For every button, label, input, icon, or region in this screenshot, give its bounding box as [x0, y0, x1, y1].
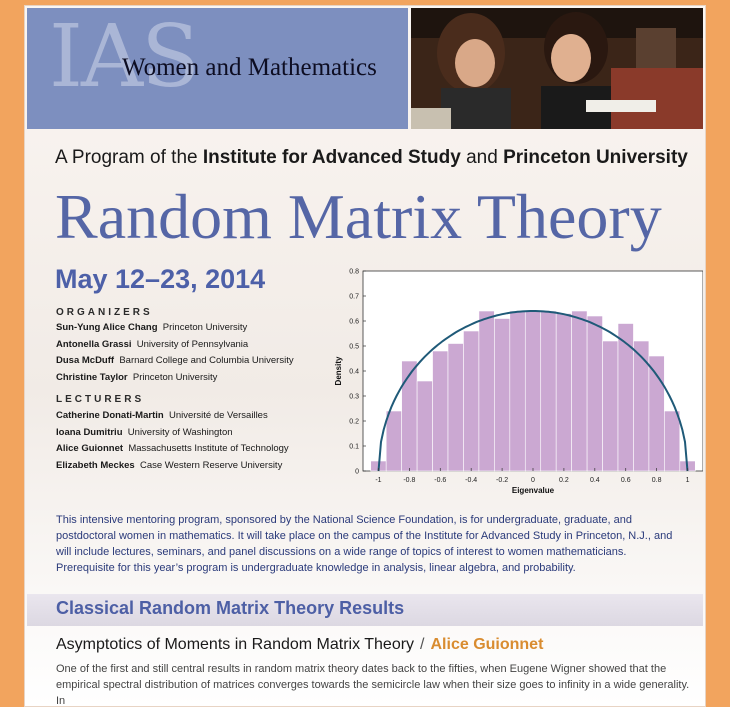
institution-princeton: Princeton University — [503, 147, 688, 168]
histogram-bar — [402, 361, 417, 471]
participants-photo — [411, 8, 703, 129]
talk-title: Asymptotics of Moments in Random Matrix Theory — [56, 636, 415, 653]
y-tick-label: 0.2 — [349, 418, 359, 426]
histogram-bar — [448, 344, 463, 472]
organizer-item: Sun-Yung Alice Chang Princeton University — [56, 322, 248, 333]
page-title: Random Matrix Theory — [55, 181, 662, 252]
histogram-bar — [649, 356, 664, 471]
subtitle-prefix: A Program of the — [55, 147, 198, 168]
lecturers-heading: LECTURERS — [56, 394, 145, 405]
x-tick-label: 1 — [685, 477, 690, 484]
organizer-item: Christine Taylor Princeton University — [56, 371, 218, 383]
lecturer-item: Alice Guionnet Massachusetts Institute of Technology — [56, 443, 289, 455]
y-tick-label: 0.1 — [349, 443, 359, 451]
histogram-bar — [525, 311, 540, 471]
histogram-bar — [572, 311, 587, 471]
lecturer-item: Ioana Dumitriu University of Washington — [56, 426, 233, 438]
institution-ias: Institute for Advanced Study — [202, 147, 461, 168]
organizer-item: Antonella Grassi University of Pennsylvania — [56, 338, 249, 350]
program-description: This intensive mentoring program, sponsored by the National Science Foundation, is for undergraduate, graduate, and postdoctoral women in mathematics. It will take place on the campus of the Institute for Advanced Study in Princeton, N.J., and will include lectures, seminars, and panel discussions on a wide range of topics of interest to women mathematicians. Prerequisite for this year’s program is undergraduate knowledge in analysis, linear algebra, and probability. — [56, 514, 673, 574]
histogram-bar — [541, 311, 556, 471]
subtitle-and: and — [466, 147, 498, 168]
eigenvalue-histogram — [328, 266, 703, 501]
x-tick-label: 0 — [531, 477, 535, 484]
histogram-bar — [463, 331, 478, 471]
x-tick-label: 0.6 — [620, 477, 631, 484]
y-tick-label: 0.8 — [349, 268, 359, 276]
y-tick-label: 0.6 — [349, 318, 359, 326]
histogram-bar — [510, 311, 525, 471]
x-tick-label: -1 — [375, 477, 382, 484]
talk-abstract: One of the first and still central results in random matrix theory dates back to the fifties, when Eugene Wigner showed that the empirical spectral distribution of matrices converges towards the semicircle law when their size goes to infinity in a wide generality. In — [56, 663, 690, 707]
y-tick-label: 0.4 — [349, 368, 359, 376]
x-tick-label: 0.8 — [651, 477, 662, 484]
x-tick-label: -0.6 — [434, 477, 447, 484]
talk-speaker: Alice Guionnet — [430, 636, 544, 653]
histogram-bar — [633, 341, 648, 471]
x-tick-label: -0.4 — [465, 477, 478, 484]
histogram-bar — [494, 319, 509, 472]
y-tick-label: 0 — [355, 468, 359, 476]
banner-logo-panel — [27, 8, 408, 129]
program-name: Women and Mathematics — [122, 54, 377, 81]
x-tick-label: -0.2 — [496, 477, 509, 484]
y-axis-label: Density — [334, 356, 343, 386]
ias-logo: IAS — [49, 8, 198, 107]
flyer-page — [24, 5, 706, 707]
program-subtitle — [55, 147, 688, 169]
histogram-bar — [603, 341, 618, 471]
program-dates: May 12–23, 2014 — [55, 264, 266, 294]
x-tick-label: -0.8 — [403, 477, 416, 484]
x-axis-label: Eigenvalue — [511, 486, 555, 495]
y-tick-label: 0.3 — [349, 393, 359, 401]
y-tick-label: 0.7 — [349, 293, 359, 301]
histogram-bar — [479, 311, 494, 471]
x-tick-label: 0.2 — [559, 477, 569, 484]
organizer-item: Dusa McDuff Barnard College and Columbia University — [56, 355, 294, 367]
histogram-bar — [664, 411, 679, 471]
organizers-heading: ORGANIZERS — [56, 307, 153, 318]
organizers-list — [56, 322, 294, 388]
y-tick-label: 0.5 — [349, 343, 359, 351]
lecturer-item: Elizabeth Meckes Case Western Reserve University — [56, 459, 283, 471]
banner-photo — [411, 8, 703, 129]
lecturers-list — [56, 410, 289, 476]
histogram-bar — [386, 411, 401, 471]
histogram-bar — [433, 351, 448, 471]
x-tick-label: 0.4 — [589, 477, 600, 484]
results-heading: Classical Random Matrix Theory Results — [56, 598, 405, 618]
histogram-bar — [587, 316, 602, 471]
histogram-bar — [556, 314, 571, 472]
histogram-bar — [618, 324, 633, 472]
talk-line — [56, 636, 543, 654]
histogram-bar — [417, 381, 432, 471]
talk-separator: / — [420, 636, 425, 653]
lecturer-item: Catherine Donati-Martin Université de Versailles — [56, 410, 268, 421]
